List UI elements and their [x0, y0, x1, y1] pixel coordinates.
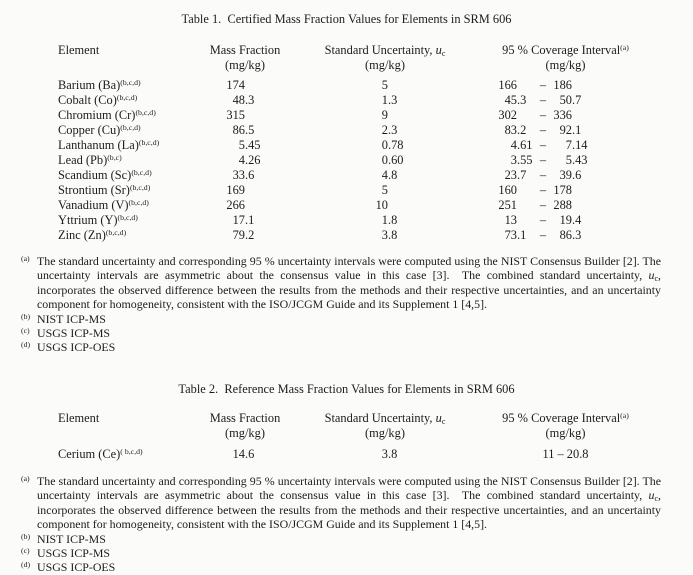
footnote-d-marker: (d) — [21, 340, 31, 350]
coverage-interval — [460, 198, 693, 213]
element-footnote-markers: (b,c,d) — [105, 228, 127, 237]
uncertainty-value — [310, 213, 460, 228]
int-part: 86 — [232, 123, 245, 137]
element-name: Yttrium $(Y)^{(b,c,d)}$ — [58, 213, 138, 227]
mass-fraction-value — [180, 168, 310, 183]
uncertainty-label: Standard Uncertainty, — [324, 43, 436, 57]
column-header-mass-fraction: Mass Fraction — [209, 411, 281, 425]
units-coverage: (mg/kg) — [545, 58, 586, 72]
table-row — [0, 168, 693, 183]
frac-part: .1 — [572, 123, 582, 137]
footnote-a — [21, 474, 661, 532]
ci-high — [551, 213, 602, 228]
frac-part: .1 — [517, 228, 527, 242]
ci-low — [460, 123, 535, 138]
uncertainty-value — [310, 198, 460, 213]
ci-high — [551, 153, 602, 168]
table1-units-row — [0, 58, 693, 73]
footnote-a-uc-symbol: u — [648, 488, 655, 503]
ci-low — [460, 183, 535, 198]
table-row — [0, 138, 693, 153]
table-row — [0, 183, 693, 198]
frac-part: .45 — [245, 138, 261, 152]
frac-part: .6 — [245, 447, 255, 461]
uncertainty-subscript: c — [441, 49, 446, 58]
mass-fraction-value — [180, 153, 310, 168]
units-uncertainty: (mg/kg) — [365, 58, 405, 72]
ci-high — [551, 108, 602, 123]
table2-header — [0, 411, 693, 441]
table-row — [0, 108, 693, 123]
footnote-b-marker: (b) — [21, 311, 31, 321]
table-row — [0, 78, 693, 93]
frac-part: .4 — [572, 213, 582, 227]
uncertainty-value — [310, 138, 460, 153]
uncertainty-value — [310, 123, 460, 138]
footnote-a-text-cont: , incorporates the observed difference between the results from the methods and their respective uncertainties, and an uncertainty component for homogeneity, consistent with the ISO/JCGM Guide and its Supplement 1 [4,5]. — [37, 488, 661, 532]
ci-low — [460, 78, 535, 93]
frac-part: .6 — [245, 168, 255, 182]
footnote-d — [21, 340, 661, 354]
ci-high — [551, 78, 602, 93]
int-part: 45 — [504, 93, 517, 107]
element-footnote-markers: (b,c,d) — [138, 138, 160, 147]
footnote-d-marker: (d) — [21, 560, 31, 570]
interval-dash: – — [539, 123, 547, 137]
element-name: Copper $(Cu)^{(b,c,d)}$ — [58, 123, 141, 137]
frac-part: .7 — [572, 93, 582, 107]
table-row — [0, 228, 693, 243]
table-row — [0, 123, 693, 138]
ci-high — [551, 198, 602, 213]
footnote-d-text: USGS ICP-OES — [37, 560, 116, 575]
frac-part: .3 — [388, 93, 398, 107]
footnote-d-text: USGS ICP-OES — [37, 340, 116, 355]
frac-part: .3 — [388, 123, 398, 137]
table-row — [0, 447, 693, 462]
element-name: Scandium $(Sc)^{(b,c,d)}$ — [58, 168, 152, 182]
table-row — [0, 93, 693, 108]
int-part: 0 — [381, 138, 388, 152]
frac-part: .26 — [245, 153, 261, 167]
int-part: 83 — [504, 123, 517, 137]
units-mass-fraction: (mg/kg) — [225, 426, 265, 440]
interval-dash: – — [539, 183, 547, 197]
coverage-footnote-marker: (a) — [620, 411, 629, 420]
int-part: 3 — [381, 228, 388, 242]
footnote-c-marker: (c) — [21, 326, 30, 336]
frac-part: .8 — [388, 447, 398, 461]
mass-fraction-value — [180, 198, 310, 213]
coverage-label: 95 % Coverage Interval — [502, 411, 621, 425]
column-header-standard-uncertainty — [310, 43, 460, 58]
int-part: 5 — [565, 153, 572, 167]
footnote-b-text: NIST ICP-MS — [37, 531, 106, 546]
uncertainty-value — [310, 168, 460, 183]
int-part: 1 — [381, 93, 388, 107]
coverage-interval — [460, 108, 693, 123]
int-part: 1 — [381, 213, 388, 227]
interval-dash: – — [539, 78, 547, 92]
ci-low — [460, 138, 535, 153]
int-part: 50 — [559, 93, 572, 107]
int-part: 39 — [559, 168, 572, 182]
ci-high — [551, 138, 602, 153]
uncertainty-value — [310, 108, 460, 123]
frac-part: .61 — [517, 138, 533, 152]
int-part: 174 — [226, 78, 245, 92]
coverage-interval-value: 11 – 20.8 — [542, 447, 589, 461]
table-row — [0, 153, 693, 168]
footnote-b — [21, 312, 661, 326]
int-part: 2 — [381, 123, 388, 137]
table-row — [0, 198, 693, 213]
column-header-mass-fraction: Mass Fraction — [209, 43, 281, 57]
column-header-element: Element — [58, 411, 100, 425]
coverage-interval — [460, 138, 693, 153]
ci-high — [551, 228, 602, 243]
int-part: 5 — [238, 138, 245, 152]
uncertainty-symbol: u — [435, 411, 442, 425]
int-part: 5 — [381, 183, 388, 197]
int-part: 4 — [238, 153, 245, 167]
frac-part: .3 — [245, 93, 255, 107]
mass-fraction-value — [180, 228, 310, 243]
footnote-b-text: NIST ICP-MS — [37, 311, 106, 326]
int-part: 10 — [375, 198, 388, 212]
footnote-a-uc-subscript: c — [654, 494, 659, 504]
frac-part: .14 — [572, 138, 588, 152]
uncertainty-value — [310, 183, 460, 198]
coverage-interval — [460, 123, 693, 138]
int-part: 160 — [498, 183, 517, 197]
ci-low — [460, 153, 535, 168]
uncertainty-value — [310, 78, 460, 93]
frac-part: .1 — [245, 213, 255, 227]
interval-dash: – — [539, 198, 547, 212]
footnote-a-uc-symbol: u — [648, 268, 655, 283]
frac-part: .3 — [517, 93, 527, 107]
int-part: 48 — [232, 93, 245, 107]
element-name: Vanadium $(V)^{(b,c,d)}$ — [58, 198, 149, 212]
footnote-a — [21, 254, 661, 312]
element-footnote-markers: (b,c,d) — [117, 213, 138, 222]
footnote-c-text: USGS ICP-MS — [37, 546, 111, 561]
int-part: 251 — [498, 198, 517, 212]
mass-fraction-value — [180, 78, 310, 93]
coverage-interval — [460, 78, 693, 93]
table1-footnotes — [21, 254, 661, 355]
int-part: 23 — [504, 168, 517, 182]
int-part: 13 — [504, 213, 517, 227]
coverage-interval — [460, 228, 693, 243]
ci-high — [551, 183, 602, 198]
coverage-interval — [460, 213, 693, 228]
footnote-a-text: The standard uncertainty and corresponding 95 % uncertainty intervals were computed using the NIST Consensus Builder [2]. The uncertainty intervals are asymmetric about the consensus value in this case [3]. The combined standard uncertainty, — [37, 254, 661, 283]
footnote-c-text: USGS ICP-MS — [37, 326, 111, 341]
element-footnote-markers: (b,c) — [107, 153, 122, 162]
ci-high — [551, 168, 602, 183]
element-name: Barium $(Ba)^{(b,c,d)}$ — [58, 78, 141, 92]
table1-body — [0, 78, 693, 243]
int-part: 33 — [232, 168, 245, 182]
int-part: 5 — [381, 78, 388, 92]
mass-fraction-value — [180, 447, 310, 462]
int-part: 166 — [498, 78, 517, 92]
ci-high — [551, 123, 602, 138]
coverage-label: 95 % Coverage Interval — [502, 43, 621, 57]
units-uncertainty: (mg/kg) — [365, 426, 405, 440]
coverage-interval — [460, 183, 693, 198]
frac-part: .78 — [388, 138, 404, 152]
table-row — [0, 213, 693, 228]
mass-fraction-value — [180, 213, 310, 228]
int-part: 73 — [504, 228, 517, 242]
ci-low — [460, 108, 535, 123]
coverage-interval — [460, 93, 693, 108]
mass-fraction-value — [180, 108, 310, 123]
table2-units-row — [0, 426, 693, 441]
units-coverage: (mg/kg) — [545, 426, 586, 440]
footnote-a-text-cont: , incorporates the observed difference between the results from the methods and their respective uncertainties, and an uncertainty component for homogeneity, consistent with the ISO/JCGM Guide and its Supplement 1 [4,5]. — [37, 268, 661, 312]
int-part: 266 — [226, 198, 245, 212]
interval-dash: – — [539, 108, 547, 122]
table1-header — [0, 43, 693, 73]
element-footnote-markers: (b,c,d) — [120, 123, 141, 132]
footnote-a-marker: (a) — [21, 474, 30, 483]
frac-part: .2 — [517, 123, 527, 137]
element-footnote-markers: (b,c,d) — [131, 168, 152, 177]
mass-fraction-value — [180, 183, 310, 198]
element-footnote-markers: (b,c,d) — [128, 198, 149, 207]
element-name: Strontium $(Sr)^{(b,c,d)}$ — [58, 183, 151, 197]
column-header-element: Element — [58, 43, 100, 57]
frac-part: .60 — [388, 153, 404, 167]
element-footnote-markers: ( b,c,d) — [120, 447, 143, 456]
footnote-c — [21, 326, 661, 340]
int-part: 169 — [226, 183, 245, 197]
element-name: Cobalt $(Co)^{(b,c,d)}$ — [58, 93, 138, 107]
column-header-coverage-interval — [460, 411, 693, 426]
uncertainty-label: Standard Uncertainty, — [324, 411, 436, 425]
table2-header-row — [0, 411, 693, 426]
interval-dash: – — [539, 93, 547, 107]
int-part: 4 — [510, 138, 517, 152]
int-part: 4 — [381, 168, 388, 182]
interval-dash: – — [539, 153, 547, 167]
element-footnote-markers: (b,c,d) — [135, 108, 156, 117]
uncertainty-subscript: c — [441, 417, 446, 426]
ci-low — [460, 168, 535, 183]
table1-header-row — [0, 43, 693, 58]
element-footnote-markers: (b,c,d) — [116, 93, 138, 102]
element-footnote-markers: (b,c,d) — [120, 78, 141, 87]
interval-dash: – — [539, 228, 547, 242]
footnote-b-marker: (b) — [21, 531, 31, 541]
footnote-a-uc-subscript: c — [654, 274, 659, 284]
int-part: 3 — [510, 153, 517, 167]
int-part: 19 — [559, 213, 572, 227]
int-part: 302 — [498, 108, 517, 122]
ci-low — [460, 198, 535, 213]
table2-body — [0, 447, 693, 462]
int-part: 86 — [559, 228, 572, 242]
int-part: 336 — [553, 108, 572, 122]
element-name: Lanthanum $(La)^{(b,c,d)}$ — [58, 138, 160, 152]
interval-dash: – — [539, 138, 547, 152]
element-name: Cerium $(Ce)^{( b,c,d)}$ — [58, 447, 143, 461]
coverage-footnote-marker: (a) — [620, 43, 629, 52]
element-name: Chromium $(Cr)^{(b,c,d)}$ — [58, 108, 156, 122]
uncertainty-symbol: u — [435, 43, 442, 57]
frac-part: .6 — [572, 168, 582, 182]
mass-fraction-value — [180, 93, 310, 108]
table1-title: Table 1. Certified Mass Fraction Values for Elements in SRM 606 — [181, 12, 512, 26]
int-part: 9 — [381, 108, 388, 122]
uncertainty-value — [310, 447, 460, 462]
mass-fraction-value — [180, 138, 310, 153]
frac-part: .8 — [388, 213, 398, 227]
int-part: 14 — [232, 447, 245, 461]
coverage-interval — [460, 168, 693, 183]
footnote-a-marker: (a) — [21, 254, 30, 263]
frac-part: .3 — [572, 228, 582, 242]
footnote-b — [21, 532, 661, 546]
int-part: 186 — [553, 78, 572, 92]
frac-part: .2 — [245, 228, 255, 242]
int-part: 315 — [226, 108, 245, 122]
int-part: 7 — [565, 138, 572, 152]
footnote-a-text: The standard uncertainty and corresponding 95 % uncertainty intervals were computed using the NIST Consensus Builder [2]. The uncertainty intervals are asymmetric about the consensus value in this case [3]. The combined standard uncertainty, — [37, 474, 661, 503]
interval-dash: – — [539, 168, 547, 182]
uncertainty-value — [310, 93, 460, 108]
footnote-c — [21, 546, 661, 560]
column-header-standard-uncertainty — [310, 411, 460, 426]
frac-part: .8 — [388, 168, 398, 182]
frac-part: .8 — [388, 228, 398, 242]
table2-title: Table 2. Reference Mass Fraction Values for Elements in SRM 606 — [178, 382, 515, 396]
uncertainty-value — [310, 153, 460, 168]
frac-part: .55 — [517, 153, 533, 167]
ci-high — [551, 93, 602, 108]
mass-fraction-value — [180, 123, 310, 138]
frac-part: .43 — [572, 153, 588, 167]
ci-low — [460, 213, 535, 228]
element-name: Lead $(Pb)^{(b,c)}$ — [58, 153, 122, 167]
coverage-interval — [460, 153, 693, 168]
ci-low — [460, 93, 535, 108]
frac-part: .7 — [517, 168, 527, 182]
column-header-coverage-interval — [460, 43, 693, 58]
element-footnote-markers: (b,c,d) — [129, 183, 151, 192]
int-part: 178 — [553, 183, 572, 197]
interval-dash: – — [539, 213, 547, 227]
ci-low — [460, 228, 535, 243]
int-part: 79 — [232, 228, 245, 242]
footnote-c-marker: (c) — [21, 546, 30, 556]
int-part: 3 — [381, 447, 388, 461]
int-part: 288 — [553, 198, 572, 212]
uncertainty-value — [310, 228, 460, 243]
int-part: 92 — [559, 123, 572, 137]
element-name: Zinc $(Zn)^{(b,c,d)}$ — [58, 228, 127, 242]
table2-footnotes — [21, 474, 661, 575]
coverage-interval — [460, 447, 693, 462]
units-mass-fraction: (mg/kg) — [225, 58, 265, 72]
int-part: 0 — [381, 153, 388, 167]
int-part: 17 — [232, 213, 245, 227]
frac-part: .5 — [245, 123, 255, 137]
